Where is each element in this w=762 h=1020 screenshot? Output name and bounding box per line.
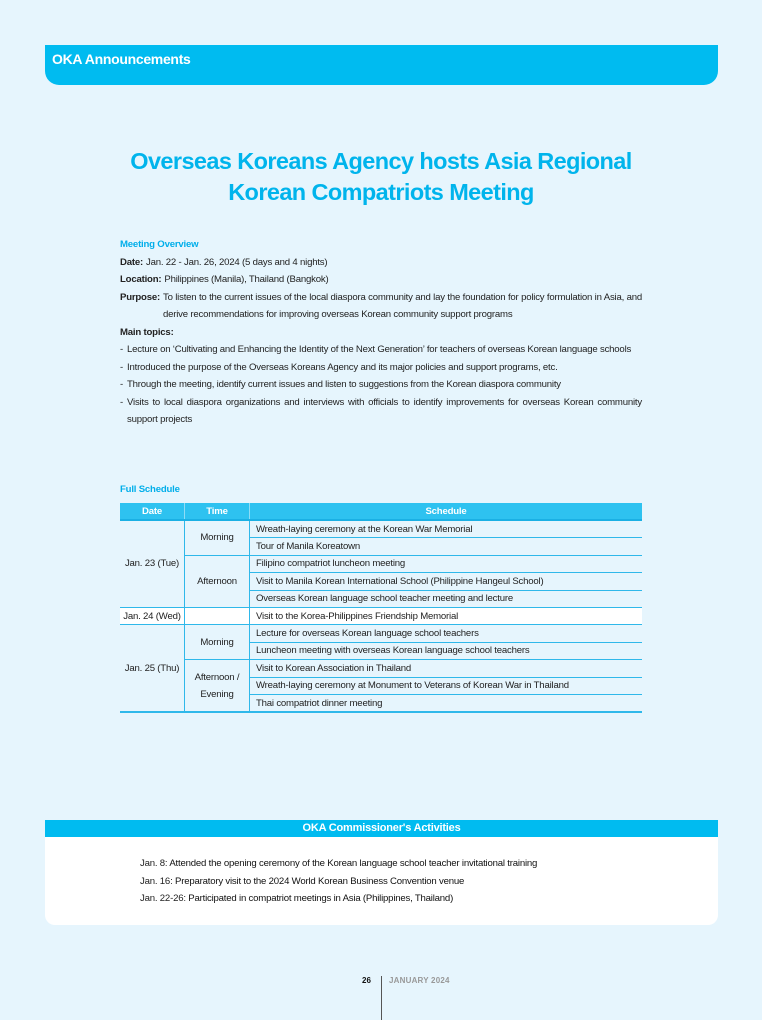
schedule-cell: Wreath-laying ceremony at Monument to Veterans of Korean War in Thailand bbox=[250, 677, 643, 694]
column-header-date: Date bbox=[120, 503, 185, 520]
date-label: Date: bbox=[120, 256, 143, 268]
topic-text: Introduced the purpose of the Overseas Koreans Agency and its major policies and support programs, etc. bbox=[127, 361, 558, 373]
schedule-cell: Visit to Manila Korean International School (Philippine Hangeul School) bbox=[250, 573, 643, 590]
time-line-2: Evening bbox=[200, 688, 234, 700]
date-cell: Jan. 25 (Thu) bbox=[120, 625, 185, 712]
schedule-cell: Visit to Korean Association in Thailand bbox=[250, 660, 643, 677]
topic-text: Through the meeting, identify current issues and listen to suggestions from the Korean diaspora community bbox=[127, 379, 561, 390]
table-row bbox=[120, 607, 642, 624]
overview-heading: Meeting Overview bbox=[120, 239, 199, 250]
topics-label-text: Main topics: bbox=[120, 326, 174, 338]
topic-text: Visits to local diaspora organizations and interviews with officials to identify improvements for overseas Korean community support projects bbox=[127, 396, 642, 425]
table-row bbox=[120, 520, 642, 538]
topic-item: - Visits to local diaspora organizations and interviews with officials to identify improvements for overseas Korean community support projects bbox=[120, 394, 642, 429]
location-label: Location: bbox=[120, 274, 162, 285]
schedule-cell: Filipino compatriot luncheon meeting bbox=[250, 555, 643, 572]
activity-date: Jan. 8: bbox=[140, 858, 168, 869]
meeting-overview bbox=[120, 236, 642, 429]
section-banner bbox=[45, 45, 718, 85]
section-label: OKA Announcements bbox=[52, 51, 191, 67]
column-header-schedule: Schedule bbox=[250, 503, 643, 520]
time-cell: Morning bbox=[185, 520, 250, 555]
date-cell: Jan. 24 (Wed) bbox=[120, 607, 185, 624]
schedule-cell: Tour of Manila Koreatown bbox=[250, 538, 643, 555]
time-line-1: Afternoon / bbox=[194, 671, 240, 683]
activity-item bbox=[140, 855, 537, 873]
purpose-row bbox=[120, 289, 642, 324]
title-line-2: Korean Compatriots Meeting bbox=[228, 179, 534, 205]
topic-item: - Introduced the purpose of the Overseas Koreans Agency and its major policies and support programs, etc. bbox=[120, 359, 642, 377]
article-title bbox=[60, 146, 702, 208]
activity-text: Participated in compatriot meetings in Asia (Philippines, Thailand) bbox=[188, 893, 454, 904]
schedule-cell: Visit to the Korea-Philippines Friendship Memorial bbox=[250, 607, 643, 624]
activity-item bbox=[140, 873, 537, 891]
topics-label bbox=[120, 324, 642, 342]
date-row bbox=[120, 254, 642, 272]
issue-label: JANUARY 2024 bbox=[389, 976, 450, 985]
date-cell: Jan. 23 (Tue) bbox=[120, 520, 185, 607]
page-number: 26 bbox=[362, 976, 371, 985]
location-row bbox=[120, 271, 642, 289]
footer-divider bbox=[381, 976, 382, 1020]
commissioner-heading: OKA Commissioner's Activities bbox=[45, 820, 718, 837]
time-cell bbox=[185, 660, 250, 713]
activity-date: Jan. 22-26: bbox=[140, 893, 186, 904]
schedule-cell: Luncheon meeting with overseas Korean language school teachers bbox=[250, 642, 643, 659]
activity-list bbox=[140, 855, 537, 908]
schedule-cell: Overseas Korean language school teacher meeting and lecture bbox=[250, 590, 643, 607]
topic-item: - Lecture on ‘Cultivating and Enhancing the Identity of the Next Generation’ for teachers of overseas Korean language schools bbox=[120, 341, 642, 359]
activity-text: Attended the opening ceremony of the Korean language school teacher invitational training bbox=[169, 858, 538, 869]
purpose-label: Purpose: bbox=[120, 291, 160, 303]
topic-item: - Through the meeting, identify current issues and listen to suggestions from the Korean diaspora community bbox=[120, 376, 642, 394]
table-row bbox=[120, 660, 642, 677]
date-value: Jan. 22 - Jan. 26, 2024 (5 days and 4 nights) bbox=[146, 256, 328, 268]
time-cell: Morning bbox=[185, 625, 250, 660]
table-row bbox=[120, 555, 642, 572]
schedule-cell: Lecture for overseas Korean language school teachers bbox=[250, 625, 643, 642]
topic-text: Lecture on ‘Cultivating and Enhancing the Identity of the Next Generation’ for teachers of overseas Korean language schools bbox=[127, 344, 632, 355]
time-cell: Afternoon bbox=[185, 555, 250, 607]
table-row bbox=[120, 625, 642, 642]
location-value: Philippines (Manila), Thailand (Bangkok) bbox=[164, 274, 329, 285]
purpose-value: To listen to the current issues of the local diaspora community and lay the foundation for policy formulation in Asia, and derive recommendations for improving overseas Korean community support programs bbox=[162, 291, 642, 320]
schedule-table bbox=[120, 503, 642, 713]
schedule-cell: Wreath-laying ceremony at the Korean War Memorial bbox=[250, 520, 643, 538]
schedule-cell: Thai compatriot dinner meeting bbox=[250, 694, 643, 712]
table-header-row bbox=[120, 503, 642, 520]
column-header-time: Time bbox=[185, 503, 250, 520]
schedule-heading: Full Schedule bbox=[120, 484, 180, 495]
title-line-1: Overseas Koreans Agency hosts Asia Regional bbox=[130, 148, 632, 174]
commissioner-activities-box bbox=[45, 820, 718, 925]
activity-date: Jan. 16: bbox=[140, 875, 173, 887]
activity-item bbox=[140, 890, 537, 908]
activity-text: Preparatory visit to the 2024 World Korean Business Convention venue bbox=[175, 875, 465, 887]
time-cell-empty bbox=[185, 607, 250, 624]
